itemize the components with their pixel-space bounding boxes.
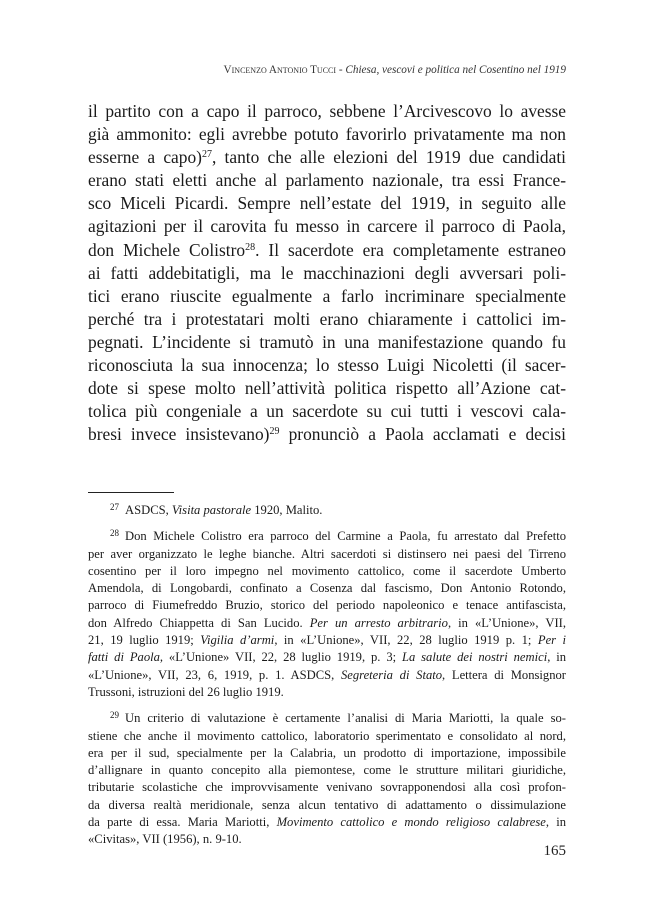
footnotes: [88, 502, 566, 849]
footnote-title-italic: Movimento cattolico e mondo religioso calabrese: [276, 815, 546, 830]
body-line: [88, 192, 566, 215]
body-line-text: agitazioni per il carovita fu messo in carcere il parroco di Paola,: [88, 216, 566, 237]
footnote-line: [88, 649, 566, 666]
footnote-line: [88, 684, 566, 701]
running-head-title: Chiesa, vescovi e politica nel Cosentino nel 1919: [345, 64, 566, 76]
body-line-text: esserne a capo): [88, 147, 202, 168]
footnote-text: da diversa realtà meridionale, senza alcun tentativo di adattamento o dissimulazione: [88, 797, 566, 812]
footnote-line: [88, 632, 566, 649]
body-line: [88, 400, 566, 423]
body-text: [88, 100, 566, 446]
body-line-text: sco Miceli Picardi. Sempre nell’estate del 1919, in seguito alle: [88, 193, 566, 214]
footnote-28: [88, 528, 566, 701]
running-head-author: Vincenzo Antonio Tucci: [223, 64, 337, 76]
body-line: [88, 377, 566, 400]
body-line: [88, 123, 566, 146]
body-line: [88, 169, 566, 192]
body-line: [88, 354, 566, 377]
footnote-line: [88, 502, 566, 519]
footnote-title-italic: Segreteria di Stato: [340, 667, 443, 682]
footnote-27: [88, 502, 566, 519]
footnote-text: Trussoni, istruzioni del 26 luglio 1919.: [88, 684, 284, 699]
footnote-line: [88, 580, 566, 597]
footnote-text: era per il sud, specialmente per la Calabria, un prodotto di importazione, impossibile: [88, 745, 566, 760]
footnote-text: ASDCS,: [125, 503, 172, 517]
footnote-text: tributarie scolastiche che improvvisamente venivano sovrapponendosi alla così profon-: [88, 780, 566, 795]
footnote-line: [88, 710, 566, 727]
footnote-line: [88, 563, 566, 580]
footnote-line: [88, 615, 566, 632]
footnote-number: 27: [110, 502, 119, 512]
footnote-text: , in: [545, 815, 567, 830]
page-number: 165: [543, 843, 566, 859]
footnote-title-italic: La salute dei nostri nemici: [401, 650, 548, 665]
footnote-text: Don Michele Colistro era parroco del Carmine a Paola, fu arrestato dal Prefetto: [125, 529, 566, 544]
footnote-title-italic: Vigilia d’armi: [200, 633, 275, 648]
footnote-text: «L’Unione» VII, 22, 28 luglio 1919, p. 3;: [163, 650, 402, 665]
footnote-text: d’allignare in quanto concepito alla piemontese, come le strutture militari giuridiche,: [88, 763, 566, 778]
footnote-text: 21, 19 luglio 1919;: [88, 633, 201, 648]
body-line-text: dote si spese molto nell’attività politica rispetto all’Azione cat-: [88, 378, 566, 399]
body-line: [88, 146, 566, 169]
body-line-text: tolica più congeniale a un sacerdote su cui tutti i vescovi cala-: [88, 401, 566, 422]
body-line: [88, 331, 566, 354]
body-line-text: il partito con a capo il parroco, sebbene l’Arcivescovo lo avesse: [88, 101, 566, 121]
body-line-text: bresi invece insistevano): [88, 424, 270, 445]
footnote-reference: 27: [201, 149, 212, 161]
footnote-line: [88, 779, 566, 796]
footnote-rule: [88, 492, 174, 493]
body-line-text: pronunciò a Paola acclamati e decisi: [279, 424, 567, 445]
footnote-text: Un criterio di valutazione è certamente l’analisi di Maria Mariotti, la quale so-: [125, 711, 566, 726]
footnote-reference: 28: [245, 241, 256, 253]
footnote-text: per aver organizzato le leghe bianche. Altri sacerdoti si distinsero nei paesi del Tirreno: [88, 546, 566, 561]
body-line: [88, 239, 566, 262]
footnote-line: [88, 728, 566, 745]
footnote-text: «L’Unione», VII, 23, 6, 1919, p. 1. ASDCS,: [88, 667, 341, 682]
body-line-text: erano stati eletti anche al parlamento nazionale, tra essi France-: [88, 170, 566, 191]
body-line-text: . Il sacerdote era completamente estraneo: [255, 239, 566, 260]
body-line-text: già ammonito: egli avrebbe potuto favorirlo privatamente ma non: [88, 124, 566, 145]
body-line-text: tici erano riuscite egualmente a farlo incriminare specialmente: [88, 285, 566, 306]
footnote-text: , in «L’Unione», VII, 22, 28 luglio 1919 p. 1;: [274, 633, 538, 648]
body-line: [88, 262, 566, 285]
footnote-text: cosentino per il loro impegno nel movimento cattolico, come il sacerdote Umberto: [88, 563, 566, 578]
footnote-text: stiene che anche il movimento cattolico, laboratorio sperimentato e consolidato al nord,: [88, 728, 566, 743]
body-line-text: ai fatti addebitatigli, ma le macchinazioni degli avversari poli-: [88, 262, 566, 283]
footnote-reference: 29: [269, 426, 280, 438]
footnote-text: , in: [547, 650, 567, 665]
body-line-text: perché tra i protestatari molti erano chiaramente i cattolici im-: [88, 308, 566, 329]
footnote-line: [88, 745, 566, 762]
body-line: [88, 423, 566, 446]
footnote-text: parroco di Fiumefreddo Bruzio, storico del periodo napoleonico e tenace antifascista,: [88, 598, 566, 613]
footnote-title-italic: fatti di Paola,: [88, 650, 164, 665]
footnote-number: 29: [110, 710, 119, 721]
body-line-text: pegnati. L’incidente si tramutò in una manifestazione quando fu: [88, 331, 566, 352]
footnote-line: [88, 597, 566, 614]
footnote-text: da parte di essa. Maria Mariotti,: [88, 815, 277, 830]
footnote-text: , Lettera di Monsignor: [442, 667, 566, 682]
footnote-title-italic: Per un arresto arbitrario: [309, 615, 448, 630]
body-line-text: don Michele Colistro: [88, 239, 246, 260]
footnote-line: [88, 762, 566, 779]
footnote-title-italic: Visita pastorale: [171, 503, 252, 517]
body-line-text: , tanto che alle elezioni del 1919 due candidati: [211, 147, 566, 168]
body-line: [88, 100, 566, 123]
footnote-text: 1920, Malito.: [251, 503, 323, 517]
body-line: [88, 285, 566, 308]
body-line-text: riconosciuta la sua innocenza; lo stesso Luigi Nicoletti (il sacer-: [88, 355, 566, 376]
footnote-line: [88, 667, 566, 684]
body-line: [88, 215, 566, 238]
footnote-line: [88, 546, 566, 563]
footnote-text: «Civitas», VII (1956), n. 9-10.: [88, 832, 242, 847]
running-head: [88, 64, 566, 76]
footnote-line: [88, 814, 566, 831]
body-line: [88, 308, 566, 331]
footnote-text: Amendola, di Longobardi, confinato a Cosenza dal fascismo, Don Antonio Rotondo,: [88, 581, 566, 596]
footnote-title-italic: Per i: [537, 633, 567, 648]
running-head-separator: -: [336, 64, 346, 76]
footnote-29: [88, 710, 566, 848]
footnote-line: [88, 528, 566, 545]
footnote-number: 28: [110, 528, 119, 539]
footnote-line: [88, 797, 566, 814]
footnote-text: , in «L’Unione», VII,: [447, 615, 566, 630]
footnote-line: [88, 831, 566, 848]
footnote-text: don Alfredo Chiappetta di San Lucido.: [88, 615, 310, 630]
